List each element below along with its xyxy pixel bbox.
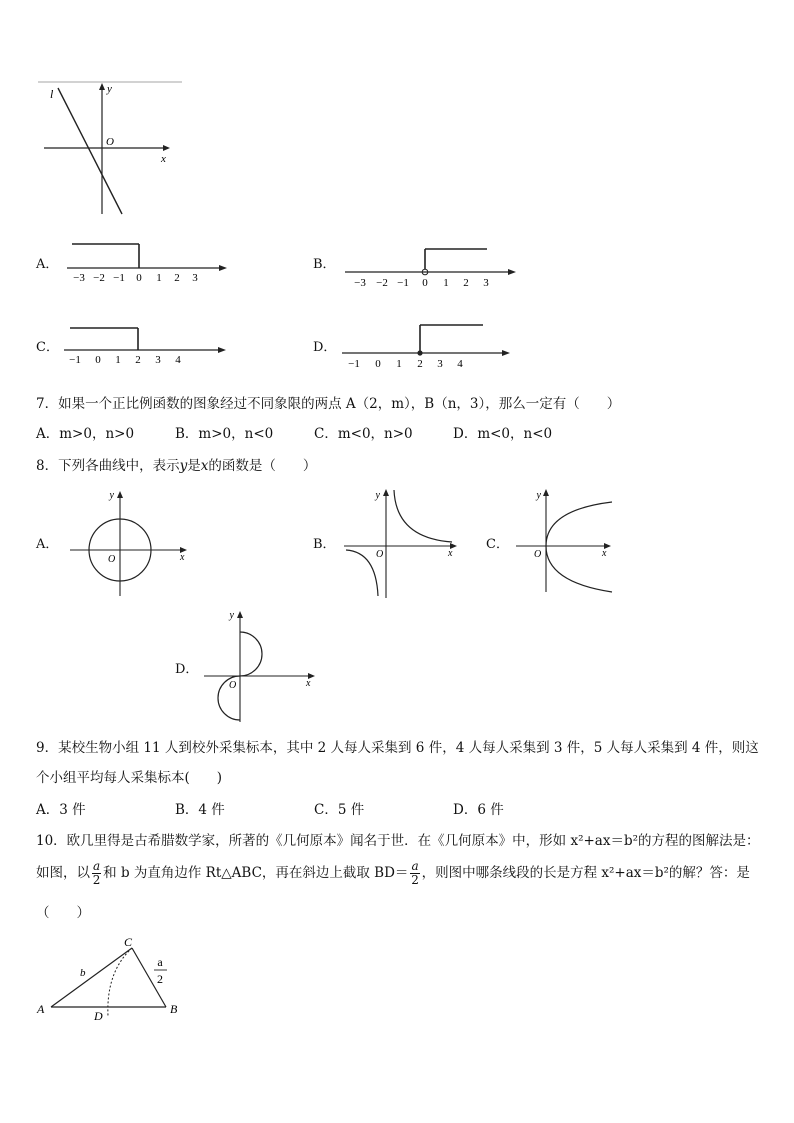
q6-option-d-letter[interactable]: D． — [313, 340, 337, 355]
q9-option-d[interactable]: D．6 件 — [453, 802, 504, 818]
q9-option-c[interactable]: C．5 件 — [314, 802, 365, 818]
q8-option-d-semicircle-graph — [200, 604, 325, 726]
tick-label: −2 — [376, 277, 388, 289]
fraction-a-over-2: $\frac{a}{2}$ — [411, 859, 419, 887]
tick-label: 3 — [483, 277, 489, 289]
vertex-a-label: A — [37, 1002, 45, 1016]
tick-label: 2 — [174, 272, 180, 284]
q8-stem-part2: 是 — [187, 458, 201, 474]
q8-var-y: y — [179, 458, 188, 474]
tick-label: 2 — [135, 354, 141, 366]
svg-text:y: y — [109, 490, 114, 501]
svg-text:x: x — [448, 548, 453, 559]
q8-option-a-letter[interactable]: A． — [36, 537, 59, 552]
q6-option-c-numberline — [62, 320, 232, 370]
q10-line1: 10．欧几里得是古希腊数学家，所著的《几何原本》闻名于世．在《几何原本》中，形如 x²+ax＝b²的方程的图解法是： — [36, 833, 760, 849]
q10-triangle-figure — [34, 932, 194, 1024]
tick-label: 3 — [437, 358, 443, 370]
side-a-denominator: 2 — [157, 972, 163, 986]
tick-label: −3 — [354, 277, 366, 289]
q8-option-b-letter[interactable]: B． — [313, 537, 336, 552]
svg-text:y: y — [375, 490, 380, 501]
vertex-b-label: B — [170, 1002, 178, 1016]
q7-option-b[interactable]: B．m>0，n<0 — [175, 426, 274, 442]
svg-text:x: x — [180, 552, 185, 563]
vertex-c-label: C — [124, 935, 133, 949]
tick-label: 2 — [463, 277, 469, 289]
x-axis-label: x — [161, 153, 166, 165]
tick-label: 0 — [375, 358, 381, 370]
q10-line2-b: 和 b 为直角边作 Rt△ABC，再在斜边上截取 BD＝ — [103, 865, 409, 881]
tick-label: 0 — [422, 277, 428, 289]
svg-text:y: y — [536, 490, 541, 501]
q6-option-b-letter[interactable]: B． — [313, 257, 336, 272]
tick-label: 1 — [443, 277, 449, 289]
origin-label: O — [106, 136, 114, 148]
q6-option-a-letter[interactable]: A． — [36, 257, 59, 272]
q9-option-a[interactable]: A．3 件 — [36, 802, 86, 818]
q8-stem-part1: 8．下列各曲线中，表示 — [36, 458, 180, 474]
q7-option-d[interactable]: D．m<0，n<0 — [453, 426, 553, 442]
q9-option-b[interactable]: B．4 件 — [175, 802, 225, 818]
q8-var-x: x — [200, 458, 209, 474]
svg-text:O: O — [376, 549, 384, 560]
q8-stem-part3: 的函数是（ ） — [208, 458, 317, 474]
q10-line2 — [36, 858, 750, 888]
q8-option-c-parabola-graph — [512, 484, 617, 596]
side-b-label: b — [80, 967, 86, 979]
svg-text:O: O — [229, 680, 237, 691]
line-l-label: l — [50, 87, 54, 101]
q6-option-b-numberline — [340, 240, 525, 290]
svg-text:x: x — [306, 678, 311, 689]
q9-line2: 个小组平均每人采集标本( ) — [36, 770, 223, 786]
q9-line1: 9．某校生物小组 11 人到校外采集标本，其中 2 人每人采集到 6 件，4 人每人采集到 3 件，5 人每人采集到 4 件，则这 — [36, 740, 759, 756]
q8-option-d-letter[interactable]: D． — [175, 662, 199, 677]
tick-label: 3 — [155, 354, 161, 366]
q8-stem — [36, 457, 316, 475]
point-d-label: D — [94, 1009, 103, 1023]
svg-text:O: O — [108, 554, 116, 565]
tick-label: −3 — [73, 272, 85, 284]
tick-label: −1 — [69, 354, 81, 366]
fraction-a-over-2: $\frac{a}{2}$ — [92, 859, 101, 887]
q8-option-c-letter[interactable]: C． — [486, 537, 509, 552]
y-axis-label: y — [107, 83, 112, 95]
tick-label: 0 — [136, 272, 142, 284]
q7-option-a[interactable]: A．m>0，n>0 — [36, 426, 135, 442]
tick-label: −1 — [113, 272, 125, 284]
svg-text:y: y — [229, 610, 234, 621]
q10-line2-c: ，则图中哪条线段的长是方程 x²+ax＝b²的解？答：是 — [421, 865, 750, 881]
tick-label: 4 — [457, 358, 463, 370]
q7-option-c[interactable]: C．m<0，n>0 — [314, 426, 413, 442]
tick-label: 3 — [192, 272, 198, 284]
tick-label: 1 — [396, 358, 402, 370]
tick-label: 4 — [175, 354, 181, 366]
q6-option-c-letter[interactable]: C． — [36, 340, 59, 355]
q10-line3: （ ） — [36, 905, 90, 921]
q7-stem: 7．如果一个正比例函数的图象经过不同象限的两点 A（2，m），B（n，3），那么一定有（ ） — [36, 396, 621, 412]
tick-label: 1 — [156, 272, 162, 284]
side-a-numerator: a — [157, 955, 163, 969]
tick-label: −1 — [397, 277, 409, 289]
q8-option-b-hyperbola-graph — [340, 484, 465, 600]
tick-label: 2 — [417, 358, 423, 370]
tick-label: 0 — [95, 354, 101, 366]
q8-option-a-circle-graph — [66, 486, 196, 598]
q6-option-d-numberline — [338, 318, 523, 374]
q6-option-a-numberline — [62, 236, 232, 286]
svg-text:x: x — [602, 548, 607, 559]
tick-label: −1 — [348, 358, 360, 370]
line-graph-figure — [30, 78, 190, 218]
svg-text:O: O — [534, 549, 542, 560]
tick-label: 1 — [115, 354, 121, 366]
tick-label: −2 — [93, 272, 105, 284]
line-l — [58, 88, 122, 214]
q10-line2-a: 如图，以 — [36, 865, 90, 881]
